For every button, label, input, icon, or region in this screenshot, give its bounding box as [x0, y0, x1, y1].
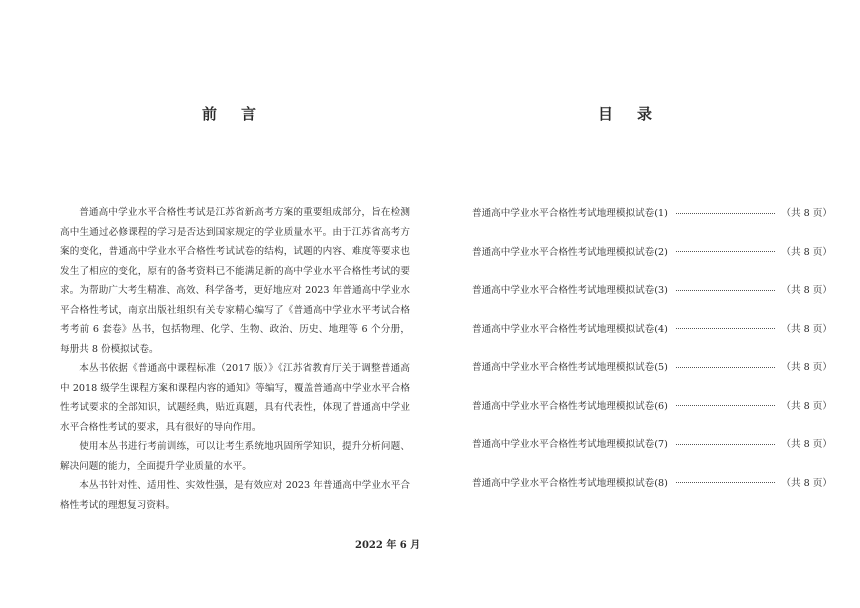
toc-item-title: 普通高中学业水平合格性考试地理模拟试卷(4)	[472, 323, 668, 335]
toc-item-pages: （共 8 页）	[781, 285, 832, 296]
toc-item-pages: （共 8 页）	[781, 477, 832, 489]
toc-item[interactable]	[472, 474, 832, 490]
toc-leader	[676, 367, 776, 368]
toc-item-title: 普通高中学业水平合格性考试地理模拟试卷(8)	[472, 477, 668, 489]
toc-item[interactable]	[472, 281, 832, 297]
toc-item-title: 普通高中学业水平合格性考试地理模拟试卷(7)	[472, 439, 668, 450]
toc-leader	[676, 251, 776, 252]
toc-item[interactable]	[472, 358, 832, 374]
toc-item-title: 普通高中学业水平合格性考试地理模拟试卷(3)	[472, 285, 668, 296]
toc-item[interactable]	[472, 397, 832, 413]
toc-item-pages: （共 8 页）	[781, 323, 832, 335]
toc-page	[430, 0, 860, 608]
toc-item-pages: （共 8 页）	[781, 208, 832, 219]
toc-item-pages: （共 8 页）	[781, 362, 832, 373]
preface-paragraph: 本丛书针对性、适用性、实效性强，是有效应对 2023 年普通高中学业水平合格性考试的理想复习资料。	[60, 480, 410, 511]
toc-item-pages: （共 8 页）	[781, 439, 832, 450]
toc-item-title: 普通高中学业水平合格性考试地理模拟试卷(2)	[472, 246, 668, 258]
preface-body	[60, 203, 410, 515]
toc-item[interactable]	[472, 243, 832, 259]
preface-paragraph: 本丛书依据《普通高中课程标准（2017 版）》《江苏省教育厅关于调整普通高中 2018 级学生课程方案和课程内容的通知》等编写，覆盖普通高中学业水平合格性考试要求的全部知识，试题经典，贴近真题，具有代表性，体现了普通高中学业水平合格性考试的要求，具有很好的导向作用。	[60, 363, 410, 433]
toc-item-pages: （共 8 页）	[781, 246, 832, 258]
toc-item[interactable]	[472, 320, 832, 336]
toc-item-pages: （共 8 页）	[781, 400, 832, 412]
toc-item-title: 普通高中学业水平合格性考试地理模拟试卷(5)	[472, 362, 668, 373]
toc-leader	[676, 213, 776, 214]
toc-item-title: 普通高中学业水平合格性考试地理模拟试卷(6)	[472, 400, 668, 412]
toc-leader	[676, 482, 776, 483]
preface-date: 2022 年 6 月	[355, 540, 421, 551]
toc-leader	[676, 444, 776, 445]
toc-item[interactable]	[472, 435, 832, 451]
toc-leader	[676, 290, 776, 291]
preface-paragraph: 普通高中学业水平合格性考试是江苏省新高考方案的重要组成部分，旨在检测高中生通过必修课程的学习是否达到国家规定的学业质量水平。由于江苏省高考方案的变化，普通高中学业水平合格性考试试卷的结构，试题的内容、难度等要求也发生了相应的变化，原有的备考资料已不能满足新的高中学业水平合格性考试的要求。为帮助广大考生精准、高效、科学备考，更好地应对 2023 年普通高中学业水平合格性考试，南京出版社组织有关专家精心编写了《普通高中学业水平考试合格考考前 6 套卷》丛书，包括物理、化学、生物、政治、历史、地理等 6 个分册，每册共 8 份模拟试卷。	[60, 207, 410, 355]
toc-item-title: 普通高中学业水平合格性考试地理模拟试卷(1)	[472, 208, 668, 219]
toc-heading: 目录	[598, 105, 677, 123]
toc-item[interactable]	[472, 204, 832, 220]
toc-leader	[676, 405, 776, 406]
preface-paragraph: 使用本丛书进行考前训练，可以让考生系统地巩固所学知识，提升分析问题、解决问题的能力，全面提升学业质量的水平。	[60, 441, 410, 472]
preface-heading: 前言	[202, 105, 281, 123]
toc-leader	[676, 328, 776, 329]
